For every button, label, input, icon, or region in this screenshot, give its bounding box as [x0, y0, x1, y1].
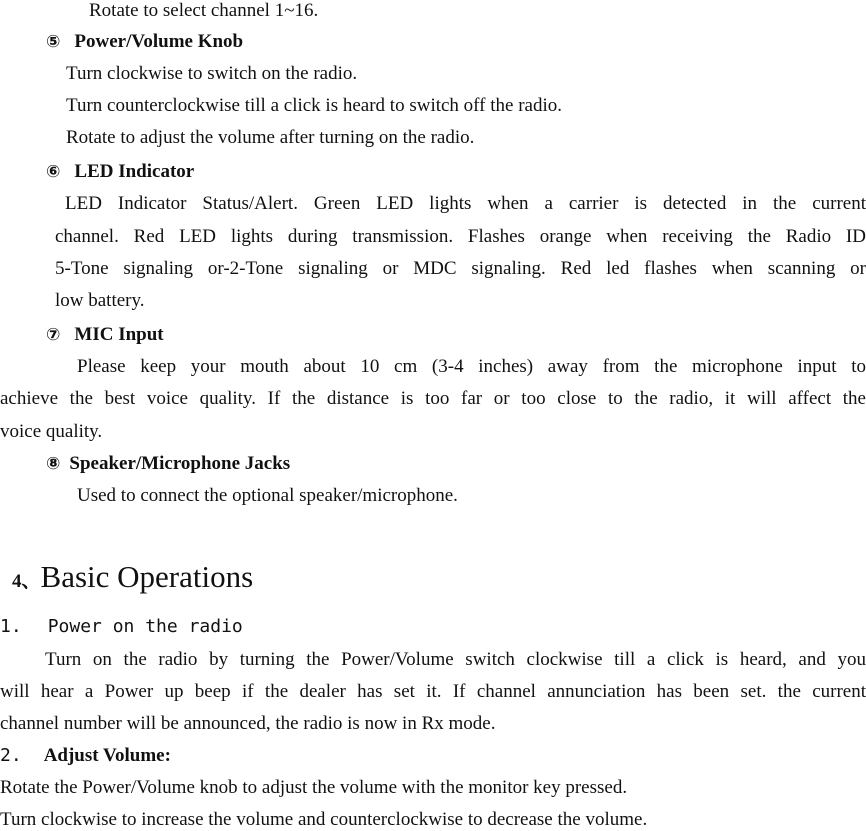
adjust-volume-line-2: Turn clockwise to increase the volume and counterclockwise to decrease the volume. [0, 809, 648, 830]
led-title: LED Indicator [74, 161, 195, 182]
adjust-volume-number: 2. [0, 745, 22, 766]
power-on-line-3: channel number will be announced, the radio is now in Rx mode. [0, 713, 496, 734]
item-marker-8: ⑧ [46, 454, 61, 474]
led-line-3: 5-Tone signaling or-2-Tone signaling or MDC signaling. Red led flashes when scanning or [55, 258, 866, 279]
item-marker-6: ⑥ [46, 162, 61, 182]
mic-line-3: voice quality. [0, 421, 103, 442]
section-title: Basic Operations [40, 559, 254, 594]
adjust-volume-heading [0, 745, 171, 767]
adjust-volume-line-1: Rotate the Power/Volume knob to adjust the volume with the monitor key pressed. [0, 777, 628, 798]
jacks-line: Used to connect the optional speaker/microphone. [77, 485, 458, 506]
led-line-4: low battery. [55, 290, 145, 311]
led-heading [46, 161, 194, 183]
mic-line-1: Please keep your mouth about 10 cm (3-4 inches) away from the microphone input to [77, 356, 866, 377]
jacks-title: Speaker/Microphone Jacks [69, 453, 291, 474]
power-on-number: 1. [0, 616, 22, 637]
power-volume-line-2: Turn counterclockwise till a click is heard to switch off the radio. [66, 95, 562, 116]
mic-line-2: achieve the best voice quality. If the distance is too far or too close to the radio, it will affect the [0, 388, 866, 409]
power-on-line-1: Turn on the radio by turning the Power/Volume switch clockwise till a click is heard, and you [45, 649, 866, 670]
power-volume-title: Power/Volume Knob [74, 31, 244, 52]
section-heading [12, 558, 253, 601]
mic-title: MIC Input [74, 324, 164, 345]
power-on-line-2: will hear a Power up beep if the dealer has set it. If channel annunciation has been set. the current [0, 681, 866, 702]
power-volume-line-3: Rotate to adjust the volume after turning on the radio. [66, 127, 475, 148]
power-on-heading [0, 616, 243, 638]
led-line-2: channel. Red LED lights during transmission. Flashes orange when receiving the Radio ID [55, 226, 866, 247]
led-line-1: LED Indicator Status/Alert. Green LED lights when a carrier is detected in the current [65, 193, 866, 214]
mic-heading [46, 324, 164, 346]
item-marker-7: ⑦ [46, 325, 61, 345]
section-number: 4、 [12, 571, 41, 592]
power-volume-line-1: Turn clockwise to switch on the radio. [66, 63, 358, 84]
channel-knob-text: Rotate to select channel 1~16. [89, 0, 319, 21]
power-on-title: Power on the radio [47, 616, 243, 637]
power-volume-heading [46, 31, 243, 53]
adjust-volume-title: Adjust Volume: [43, 745, 171, 766]
item-marker-5: ⑤ [46, 32, 61, 52]
jacks-heading [46, 453, 290, 475]
